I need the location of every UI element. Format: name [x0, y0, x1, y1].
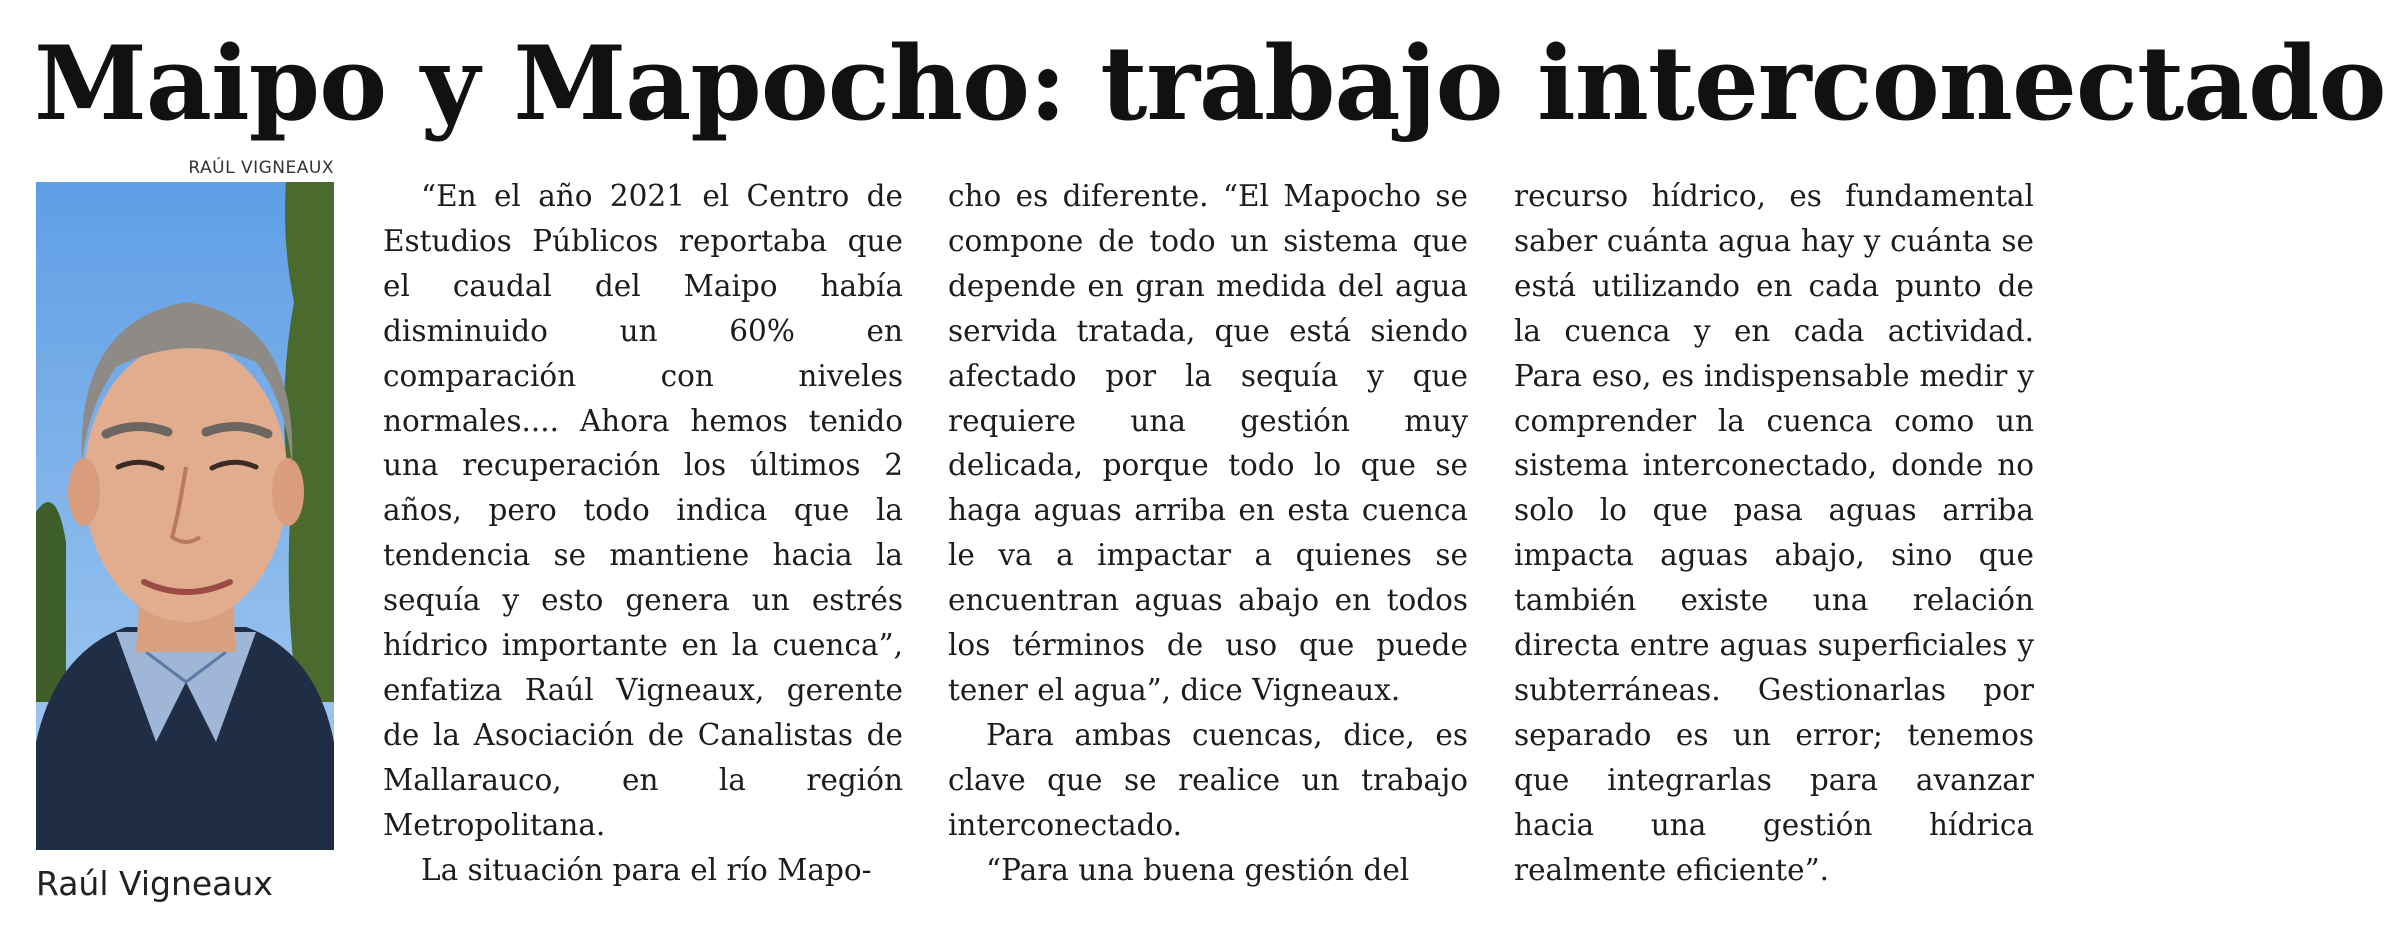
article-column-3 [1514, 174, 2034, 893]
paragraph: cho es diferente. “El Mapocho se compone de todo un sistema que depende en gran medida del agua servida tratada, que está siendo afectado por la sequía y que requiere una gestión muy delicada, porque todo lo que se haga aguas arriba en esta cuenca le va a impactar a quienes se encuentran aguas abajo en todos los términos de uso que puede tener el agua”, dice Vigneaux. [948, 179, 1468, 707]
article-column-2 [948, 174, 1468, 893]
paragraph: Para ambas cuencas, dice, es clave que se realice un trabajo interconectado. [948, 717, 1468, 842]
paragraph: recurso hídrico, es fundamental saber cuánta agua hay y cuánta se está utilizando en cada punto de la cuenca y en cada actividad. Para eso, es indispensable medir y comprender la cuenca como un sistema interconectado, donde no solo lo que pasa aguas arriba impacta aguas abajo, sino que también existe una relación directa entre aguas superficiales y subterráneas. Gestionarlas por separado es un error; tenemos que integrarlas para avanzar hacia una gestión hídrica realmente eficiente”. [1514, 179, 2034, 887]
headline: Maipo y Mapocho: trabajo interconectado [34, 24, 2386, 144]
photo-credit: RAÚL VIGNEAUX [188, 158, 334, 178]
article-column-1 [383, 174, 903, 893]
photo-caption: Raúl Vigneaux [36, 864, 273, 903]
paragraph: “En el año 2021 el Centro de Estudios Públicos reportaba que el caudal del Maipo había disminuido un 60% en comparación con niveles normales.... Ahora hemos tenido una recuperación los últimos 2 años, pero todo indica que la tendencia se mantiene hacia la sequía y esto genera un estrés hídrico importante en la cuenca”, enfatiza Raúl Vigneaux, gerente de la Asociación de Canalistas de Mallarauco, en la región Metropolitana. [383, 179, 903, 842]
paragraph: La situación para el río Mapo- [421, 852, 872, 887]
portrait-photo [36, 182, 334, 850]
paragraph: “Para una buena gestión del [986, 852, 1410, 887]
